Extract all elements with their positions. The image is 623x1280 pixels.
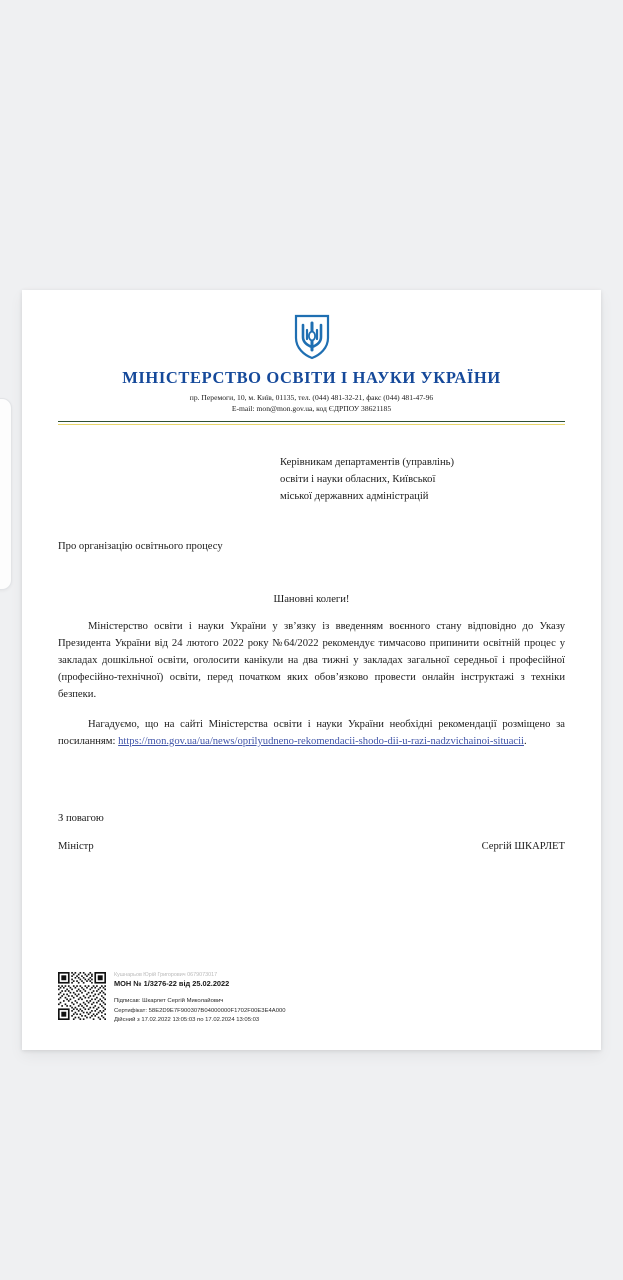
divider-gold-rule xyxy=(58,424,565,425)
letterhead xyxy=(58,290,565,426)
addressee-line-2: освіти і науки обласних, Київської xyxy=(280,473,436,485)
addressee-block xyxy=(280,454,565,505)
ukraine-trident-coat-of-arms-icon xyxy=(293,314,331,360)
ministry-email-line: E-mail: mon@mon.gov.ua, код ЄДРПОУ 38621185 xyxy=(231,403,392,413)
document-sheet[interactable] xyxy=(22,290,601,1050)
letterhead-divider xyxy=(58,421,565,426)
document-content xyxy=(22,290,601,1050)
addressee-line-3: міської державних адміністрацій xyxy=(280,490,429,502)
stamp-certificate: Сертифікат: 58E2D9E7F900307B04000000F1702F00E3E4A000 xyxy=(114,1007,286,1014)
subject-line: Про організацію освітнього процесу xyxy=(58,541,223,553)
paragraph-2-text-after: . xyxy=(524,735,527,747)
divider-dark-rule xyxy=(58,421,565,423)
paragraph-2-text-before: Нагадуємо, що на сайті Міністерства освіти і науки України необхідні рекомендації розміщено за посиланням: xyxy=(58,718,565,747)
body-paragraph-2 xyxy=(58,717,565,751)
ministry-title: МІНІСТЕРСТВО ОСВІТИ І НАУКИ УКРАЇНИ xyxy=(122,368,501,387)
offscreen-panel-edge[interactable] xyxy=(0,398,12,590)
body-paragraph-1: Міністерство освіти і науки України у зв’язку із введенням воєнного стану відповідно до Указу Президента України від 24 лютого 2022 року №64/2022 рекомендує тимчасово припинити освітній процес у закладах дошкільної освіти, оголосити канікули на два тижні у закладах загальної середньої і професійної (професійно-технічної) освіти, перед початком яких обов’язково провести онлайн інструктажі з техніки безпеки. xyxy=(58,621,565,700)
stamp-registration-number: МОН № 1/3276-22 від 25.02.2022 xyxy=(114,979,230,989)
digital-signature-stamp xyxy=(58,972,286,1026)
signature-position: Міністр xyxy=(58,840,94,852)
signature-row xyxy=(58,841,565,852)
signature-block xyxy=(58,813,565,852)
stamp-validity: Дійсний з 17.02.2022 13:05:03 по 17.02.2024 13:05:03 xyxy=(114,1017,260,1024)
salutation: Шановні колеги! xyxy=(273,594,350,606)
ministry-address-line: пр. Перемоги, 10, м. Київ, 01135, тел. (044) 481-32-21, факс (044) 481-47-96 xyxy=(189,393,434,402)
stamp-signer: Підписав: Шкарлет Сергій Миколайович xyxy=(114,998,224,1005)
stamp-text-block xyxy=(114,972,286,1026)
signature-name: Сергій ШКАРЛЕТ xyxy=(481,840,565,852)
mon-recommendations-link[interactable]: https://mon.gov.ua/ua/news/oprilyudneno-rekomendacii-shodo-dii-u-razi-nadzvichainoi-situacii xyxy=(118,735,524,747)
stamp-faint-line: Кушнарьов Юрій Григорович 0679073017 xyxy=(114,972,218,979)
addressee-line-1: Керівникам департаментів (управлінь) xyxy=(280,456,454,468)
qr-code-icon[interactable] xyxy=(58,972,106,1020)
signature-regards: З повагою xyxy=(58,812,104,824)
